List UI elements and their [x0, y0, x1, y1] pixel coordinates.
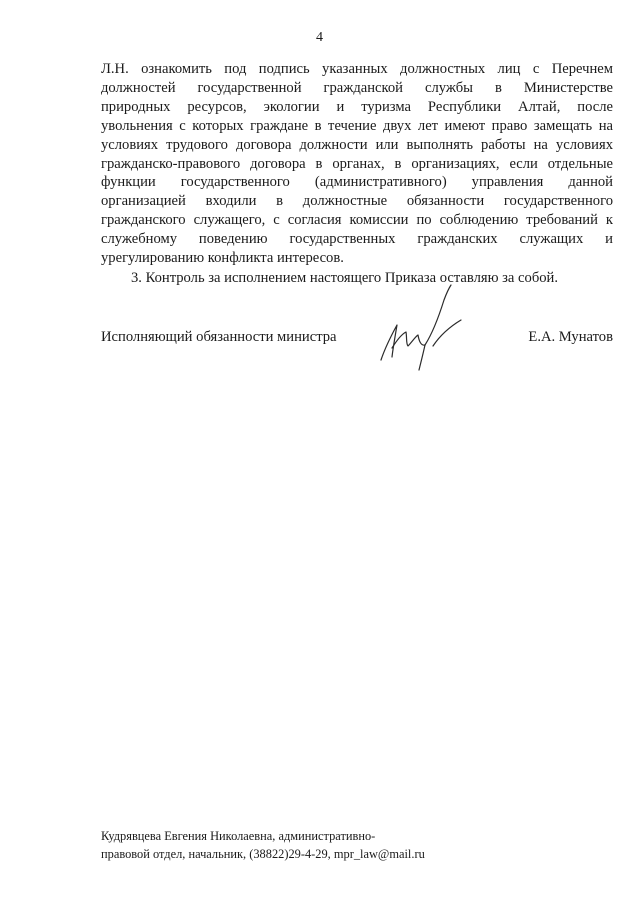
paragraph-line: функции государственного (административного) управления данной	[101, 174, 613, 191]
signature-block	[101, 320, 613, 370]
body-text	[101, 60, 613, 288]
page-number: 4	[316, 30, 323, 45]
paragraph-line: увольнения с которых граждане в течение двух лет имеют право замещать на	[101, 117, 613, 134]
paragraph-line: условиях трудового договора должности или выполнять работы на условиях	[101, 136, 613, 153]
paragraph-continuation	[101, 60, 613, 268]
executor-line-1: Кудрявцева Евгения Николаевна, административно-	[101, 829, 376, 843]
paragraph-line: гражданского служащего, с согласия комиссии по соблюдению требований к	[101, 212, 613, 229]
numbered-item-3: 3. Контроль за исполнением настоящего Приказа оставляю за собой.	[131, 269, 559, 286]
paragraph-line: служебному поведению государственных гражданских служащих и	[101, 231, 613, 248]
paragraph-line: урегулированию конфликта интересов.	[101, 250, 344, 267]
signer-title: Исполняющий обязанности министра	[101, 329, 337, 345]
paragraph-line: организацией входили в должностные обязанности государственного	[101, 193, 613, 210]
executor-footer	[101, 827, 521, 863]
paragraph-line: Л.Н. ознакомить под подпись указанных должностных лиц с Перечнем	[101, 61, 613, 77]
handwritten-signature	[377, 282, 477, 372]
paragraph-line: природных ресурсов, экологии и туризма Республики Алтай, после	[101, 98, 613, 115]
paragraph-line: должностей государственной гражданской службы в Министерстве	[101, 79, 613, 96]
paragraph-line: гражданско-правового договора в органах, в организациях, если отдельные	[101, 155, 613, 172]
executor-line-2: правовой отдел, начальник, (38822)29-4-29, mpr_law@mail.ru	[101, 847, 425, 861]
signer-name: Е.А. Мунатов	[528, 329, 613, 345]
